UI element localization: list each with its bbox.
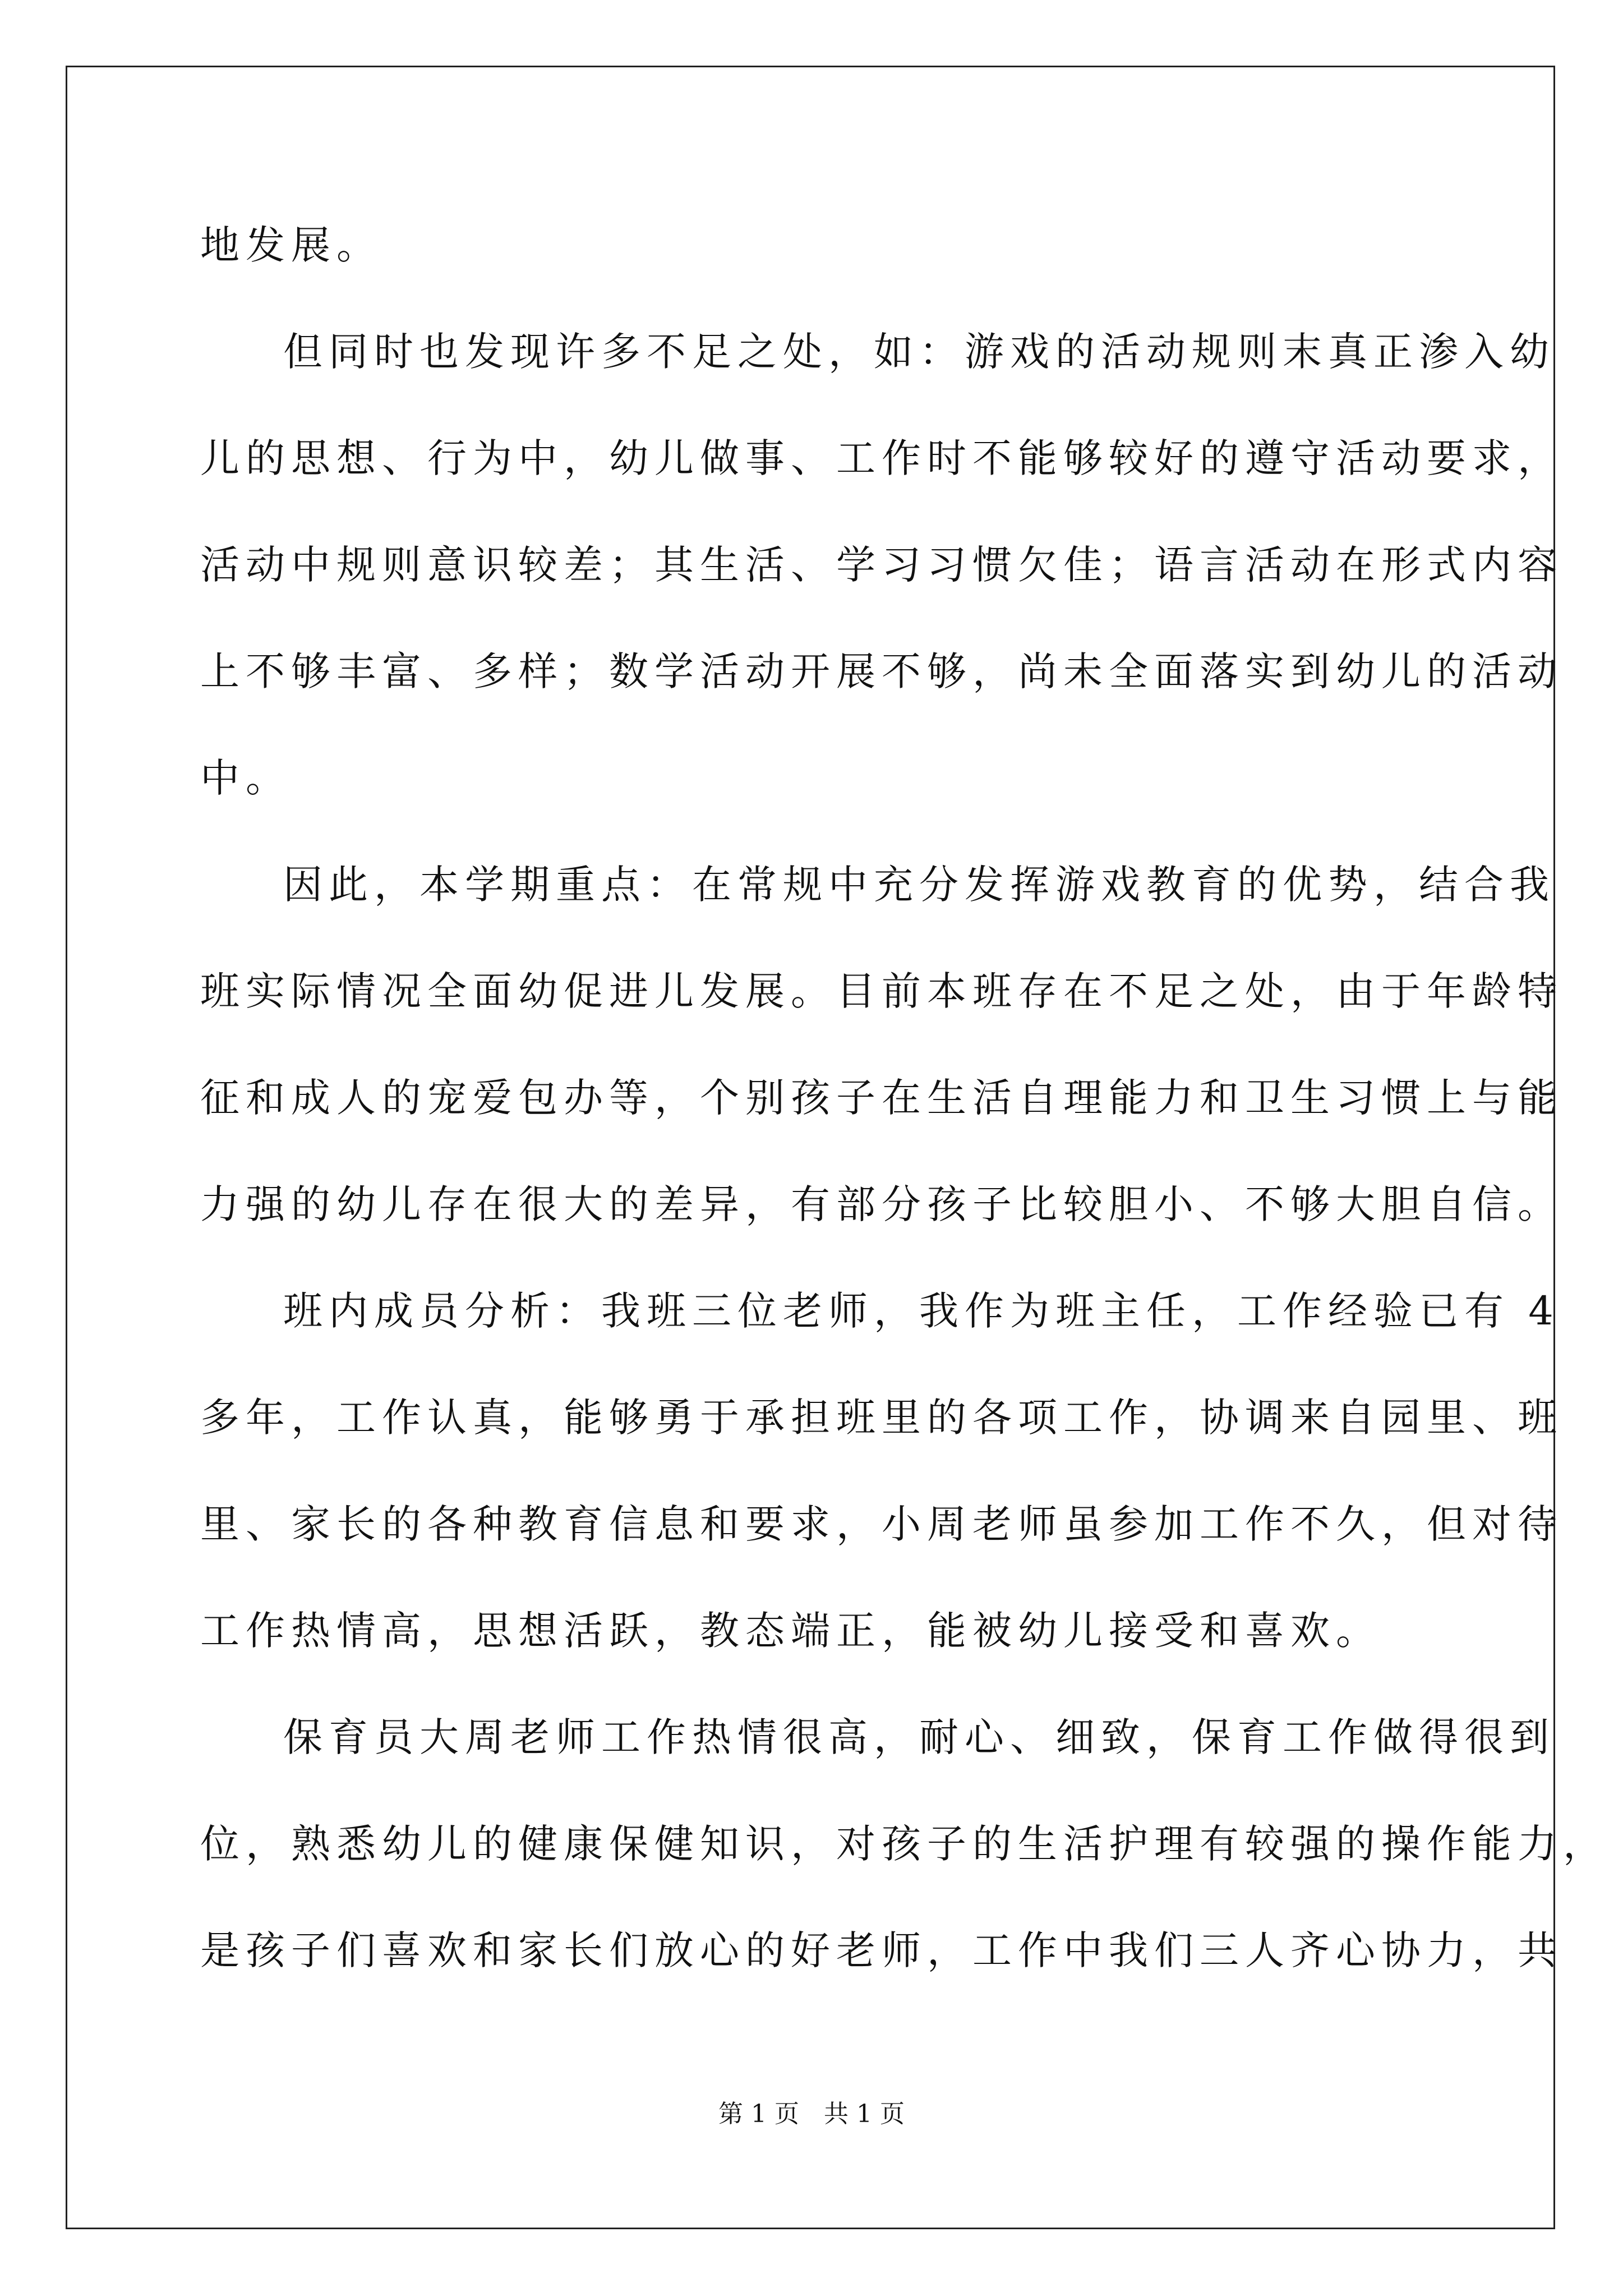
text-line: 上不够丰富、多样；数学活动开展不够，尚未全面落实到幼儿的活动: [200, 648, 1563, 694]
paragraph-start-line: 保育员大周老师工作热情很高，耐心、细致，保育工作做得很到: [283, 1714, 1555, 1760]
text-line: 中。: [200, 755, 291, 801]
text-line: 班实际情况全面幼促进儿发展。目前本班存在不足之处，由于年龄特: [200, 968, 1563, 1014]
text-line: 位，熟悉幼儿的健康保健知识，对孩子的生活护理有较强的操作能力，: [200, 1821, 1608, 1867]
paragraph-start-line: 班内成员分析：我班三位老师，我作为班主任，工作经验已有 4: [283, 1288, 1560, 1334]
text-line: 里、家长的各种教育信息和要求，小周老师虽参加工作不久，但对待: [200, 1501, 1563, 1547]
text-line: 工作热情高，思想活跃，教态端正，能被幼儿接受和喜欢。: [200, 1608, 1381, 1654]
text-line: 征和成人的宠爱包办等，个别孩子在生活自理能力和卫生习惯上与能: [200, 1075, 1563, 1121]
page-border: [66, 66, 1608, 2229]
text-line: 活动中规则意识较差；其生活、学习习惯欠佳；语言活动在形式内容: [200, 542, 1563, 588]
text-line: 多年，工作认真，能够勇于承担班里的各项工作，协调来自园里、班: [200, 1395, 1563, 1441]
paragraph-start-line: 因此，本学期重点：在常规中充分发挥游戏教育的优势，结合我: [283, 862, 1555, 908]
text-line: 是孩子们喜欢和家长们放心的好老师，工作中我们三人齐心协力，共: [200, 1927, 1563, 1973]
page-number-footer: 第 1 页 共 1 页: [718, 2100, 905, 2128]
paragraph-start-line: 但同时也发现许多不足之处，如：游戏的活动规则末真正渗入幼: [283, 329, 1555, 375]
text-line: 儿的思想、行为中，幼儿做事、工作时不能够较好的遵守活动要求，: [200, 435, 1563, 481]
text-line: 力强的幼儿存在很大的差异，有部分孩子比较胆小、不够大胆自信。: [200, 1181, 1563, 1227]
text-line: 地发展。: [200, 222, 382, 268]
